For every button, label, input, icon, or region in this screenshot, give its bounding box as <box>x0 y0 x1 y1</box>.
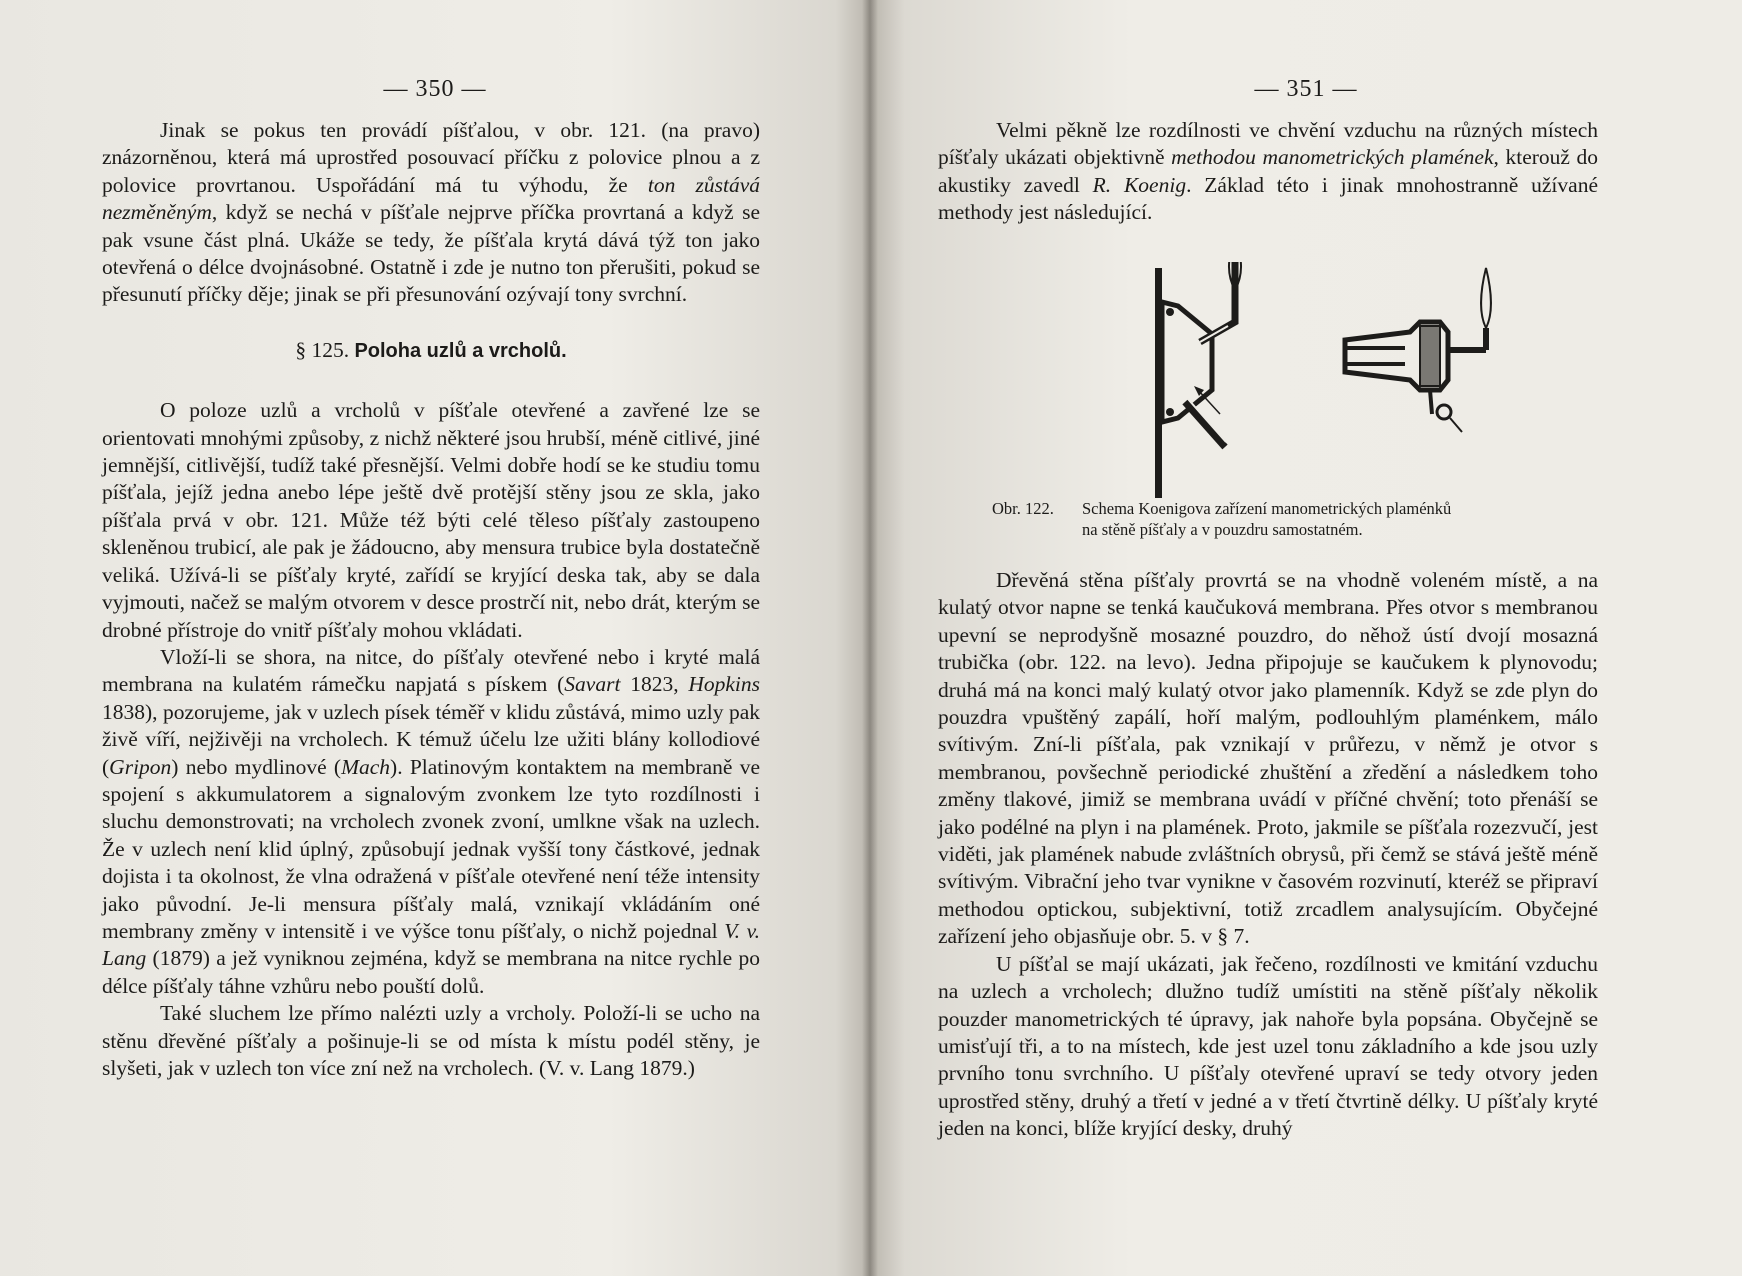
paragraph <box>938 117 1598 227</box>
figure-caption <box>992 498 1572 540</box>
text-run: Velmi pěkně lze rozdílnosti ve chvění vzduchu na různých místech píšťaly ukázati objektivně <box>938 118 1598 170</box>
left-page <box>0 0 870 1276</box>
text-run: (1879) a jež vyniknou zejména, když se membrana na nitce rychle po délce píšťaly táhne vzhůru nebo pouští dolů. <box>102 946 760 998</box>
text-run: Také sluchem lze přímo nalézti uzly a vrcholy. Položí-li se ucho na stěnu dřevěné píšťaly a pošinuje-li se od místa k místu podél stěny, je slyšeti, jak v uzlech ton více zní než na vrcholech. (V. v. Lang 1879.) <box>102 1001 760 1080</box>
italic-text: Hopkins <box>688 672 760 697</box>
italic-text: methodou manometrických plamének <box>1171 145 1494 170</box>
gas-tube <box>1185 402 1225 447</box>
section-heading <box>102 337 760 365</box>
paragraph <box>102 644 760 1000</box>
text-run: 1823, <box>620 672 689 697</box>
italic-text: Gripon <box>109 754 172 779</box>
text-run: Dřevěná stěna píšťaly provrtá se na vhodně voleném místě, a na kulatý otvor napne se tenká kaučuková membrana. Přes otvor s membranou upevní se neprodyšně mosazné pouzdro, do něhož ústí dvojí mosazná trubička (obr. 122. na levo). Jedna připojuje se kaučukem k plynovodu; druhá má na konci malý kulatý otvor jako plamenník. Když se zde plyn do pouzdra vpuštěný zapálí, hoří malým, podlouhlým plaménkem, málo svítivým. Zní-li píšťala, pak vznikají v průřezu, v němž je otvor s membranou, povšechně periodické zhuštění a zředění a následkem toho změny tlakové, jimiž se membrana uvádí v příčné chvění; toto přenáší se jako podélné na plyn i na plamének. Proto, jakmile se píšťala rozezvučí, jest viděti, jak plamének nabude zvláštních obrysů, při čemž se stává ještě méně svítivým. Vibrační jeho tvar vynikne v časovém rozvinutí, kteréž se připraví methodou optickou, subjektivní, totiž zrcadlem analysujícím. Obyčejné zařízení jeho objasňuje obr. 5. v § 7. <box>938 568 1598 949</box>
section-title: Poloha uzlů a vrcholů. <box>354 339 567 362</box>
paragraph <box>938 567 1598 951</box>
text-run: , když se nechá v píšťale nejprve příčka provrtaná a když se pak vsune část plná. Ukáže se tedy, že píšťala krytá dává týž ton jako otevřená o délce dvojnásobné. Ostatně i zde je nutno ton přerušiti, pokud se přesunutí příčky děje; jinak se při přesunování ozývají tony svrchní. <box>102 200 760 307</box>
text-run: Vloží-li se shora, na nitce, do píšťaly otevřené nebo i kryté malá membrana na kulatém rámečku napjatá s pískem ( <box>102 644 760 697</box>
caption-line: na stěně píšťaly a v pouzdru samostatném. <box>1082 520 1363 539</box>
italic-text: Mach <box>341 754 391 779</box>
page-number: — 351 — <box>1254 76 1358 102</box>
text-run: U píšťal se mají ukázati, jak řečeno, rozdílnosti ve kmitání vzduchu na uzlech a vrcholech; dlužno tudíž umístiti na stěně píšťaly několik pouzder manometrických té úpravy, jak nahoře byla popsána. Obyčejně se umisťují tři, a to na místech, kde jest uzel tonu základního a kde jsou uzly prvního tonu svrchního. U píšťaly otevřené upraví se tedy otvory jeden uprostřed stěny, druhý a třetí v jedné a v třetí čtvrtině délky. U píšťaly kryté jeden na konci, blíže kryjící desky, druhý <box>938 951 1598 1141</box>
page-number: — 350 — <box>383 76 487 102</box>
italic-text: R. Koenig <box>1092 172 1187 197</box>
italic-text: V. v. Lang <box>102 918 760 971</box>
manometric-flame-figure <box>950 262 1590 512</box>
text-run: , kterouž do akustiky zavedl <box>938 145 1599 197</box>
text-run: O poloze uzlů a vrcholů v píšťale otevřené a zavřené lze se orientovati mnohými způsoby, z nichž některé jsou hrubší, méně citlivé, jiné jemnější, citlivější, tudíž také přesnější. Velmi dobře hodí se ke studiu tomu píšťala, jejíž jedna anebo lépe ještě dvě protější stěny jsou ze skla, jako píšťala prvá v obr. 121. Může též býti celé těleso píšťaly zastoupeno skleněnou trubicí, ale pak je žádoucno, aby mensura trubice byla dostatečně veliká. Užívá-li se píšťaly kryté, zařídí se kryjící deska tak, aby se dala vyjmouti, načež se malým otvorem v desce prostrčí nit, nebo drát, kterým se drobné přístroje do vnitř píšťaly mohou vkládati. <box>102 398 760 642</box>
text-run: . Základ této i jinak mnohostranně užívané methody jest následující. <box>938 172 1598 225</box>
text-run: ) nebo mydlinové ( <box>171 754 342 779</box>
page-body-top <box>938 117 1598 227</box>
paragraph <box>102 117 760 309</box>
flame-right <box>1481 268 1491 328</box>
text-run: ). Platinovým kontaktem na membraně ve spojení s akkumulatorem a signalovým zvonkem lze tyto rozdílnosti i sluchu demonstrovati; na vrcholech zvonek zvoní, umlkne však na uzlech. Že v uzlech není klid úplný, způsobují jednak vyšší tony částkové, jednak dojista i ta okolnost, že vlna odražená v píšťale otevřené není téže intensity jako původní. Je-li mensura píšťaly malá, vznikají vkládáním oné membrany změny v intensitě i ve výšce tonu píšťaly, o nichž pojednal <box>102 754 760 943</box>
section-number: § 125. <box>295 337 350 362</box>
page-body-bottom <box>938 567 1598 1143</box>
figure-label: Obr. 122. <box>992 499 1054 518</box>
paragraph <box>938 951 1598 1143</box>
text-run: Jinak se pokus ten provádí píšťalou, v obr. 121. (na pravo) znázorněnou, která má uprostřed posouvací příčku z polovice plnou a z polovice provrtanou. Uspořádání má tu výhodu, že <box>102 118 760 197</box>
page-body <box>102 117 760 1082</box>
text-run: 1838), pozorujeme, jak v uzlech písek téměř v klidu zůstává, mimo uzly pak živě víří, nejživěji na vrcholech. K témuž účelu lze užiti blány kollodiové ( <box>102 699 760 779</box>
caption-line: Schema Koenigova zařízení manometrických plaménků <box>1082 499 1452 518</box>
paragraph <box>102 1000 760 1082</box>
paragraph <box>102 397 760 644</box>
italic-text: Savart <box>564 672 621 697</box>
book-gutter <box>862 0 878 1276</box>
right-page <box>870 0 1742 1276</box>
italic-text: ton zůstává nezměněným <box>102 172 760 225</box>
